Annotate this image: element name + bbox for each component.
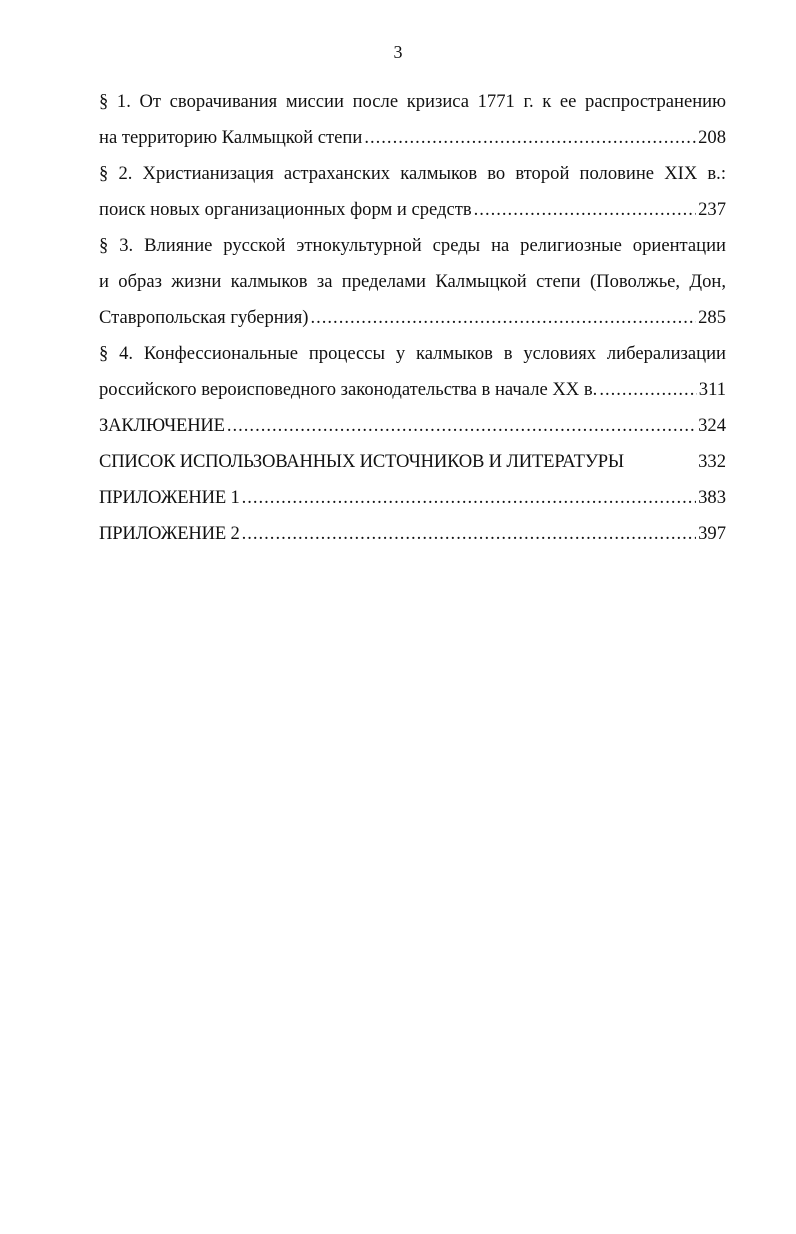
toc-entry-page: 397 <box>698 523 726 544</box>
toc-leader-dots <box>310 300 696 336</box>
toc-entry-section-1 <box>99 84 726 156</box>
toc-entry-last-line <box>99 192 726 228</box>
toc-entry-section-2 <box>99 156 726 228</box>
toc-entry-page: 311 <box>698 379 726 400</box>
toc-entry-text-line: § 4. Конфессиональные процессы у калмыков в условиях либерализации <box>99 343 726 364</box>
toc-entry-page: 237 <box>698 199 726 220</box>
toc-entry-last-line <box>99 372 726 408</box>
toc-entry-last-line <box>99 480 726 516</box>
toc-entry-text-line: § 3. Влияние русской этнокультурной среды на религиозные ориентации <box>99 235 726 256</box>
toc-entry-title: поиск новых организационных форм и средств <box>99 199 472 220</box>
toc-entry-title: на территорию Калмыцкой степи <box>99 127 363 148</box>
toc-entry-text-line: § 2. Христианизация астраханских калмыков во второй половине XIX в.: <box>99 163 726 184</box>
toc-entry-title: ЗАКЛЮЧЕНИЕ <box>99 415 225 436</box>
toc-entry-title: российского вероисповедного законодательства в начале XX в. <box>99 379 598 400</box>
toc-entry-last-line <box>99 444 726 480</box>
toc-entry-page: 324 <box>698 415 726 436</box>
toc-leader-dots <box>242 480 697 516</box>
toc-entry-page: 332 <box>698 451 726 472</box>
toc-entry-title: СПИСОК ИСПОЛЬЗОВАННЫХ ИСТОЧНИКОВ И ЛИТЕРАТУРЫ <box>99 451 624 472</box>
toc-entry-page: 285 <box>698 307 726 328</box>
toc-leader-dots <box>242 516 697 552</box>
toc-leader-dots <box>227 408 696 444</box>
toc-entry-title: ПРИЛОЖЕНИЕ 2 <box>99 523 240 544</box>
toc-leader-dots <box>364 120 696 156</box>
toc-entry-title: Ставропольская губерния) <box>99 307 309 328</box>
toc-entry-section-3 <box>99 228 726 336</box>
page-number: 3 <box>393 42 403 62</box>
toc-entry-section-4 <box>99 336 726 408</box>
toc-entry-appendix-1 <box>99 480 726 516</box>
toc-entry-page: 383 <box>698 487 726 508</box>
table-of-contents <box>99 84 726 552</box>
toc-entry-page: 208 <box>698 127 726 148</box>
toc-leader-dots <box>599 372 696 408</box>
toc-entry-appendix-2 <box>99 516 726 552</box>
toc-entry-title: ПРИЛОЖЕНИЕ 1 <box>99 487 240 508</box>
toc-entry-last-line <box>99 300 726 336</box>
toc-entry-last-line <box>99 516 726 552</box>
toc-entry-text-line: § 1. От сворачивания миссии после кризиса 1771 г. к ее распространению <box>99 91 726 112</box>
toc-leader-dots <box>474 192 696 228</box>
toc-entry-text-line: и образ жизни калмыков за пределами Калмыцкой степи (Поволжье, Дон, <box>99 271 726 292</box>
toc-entry-last-line <box>99 408 726 444</box>
toc-entry-last-line <box>99 120 726 156</box>
toc-entry-bibliography <box>99 444 726 480</box>
toc-entry-conclusion <box>99 408 726 444</box>
